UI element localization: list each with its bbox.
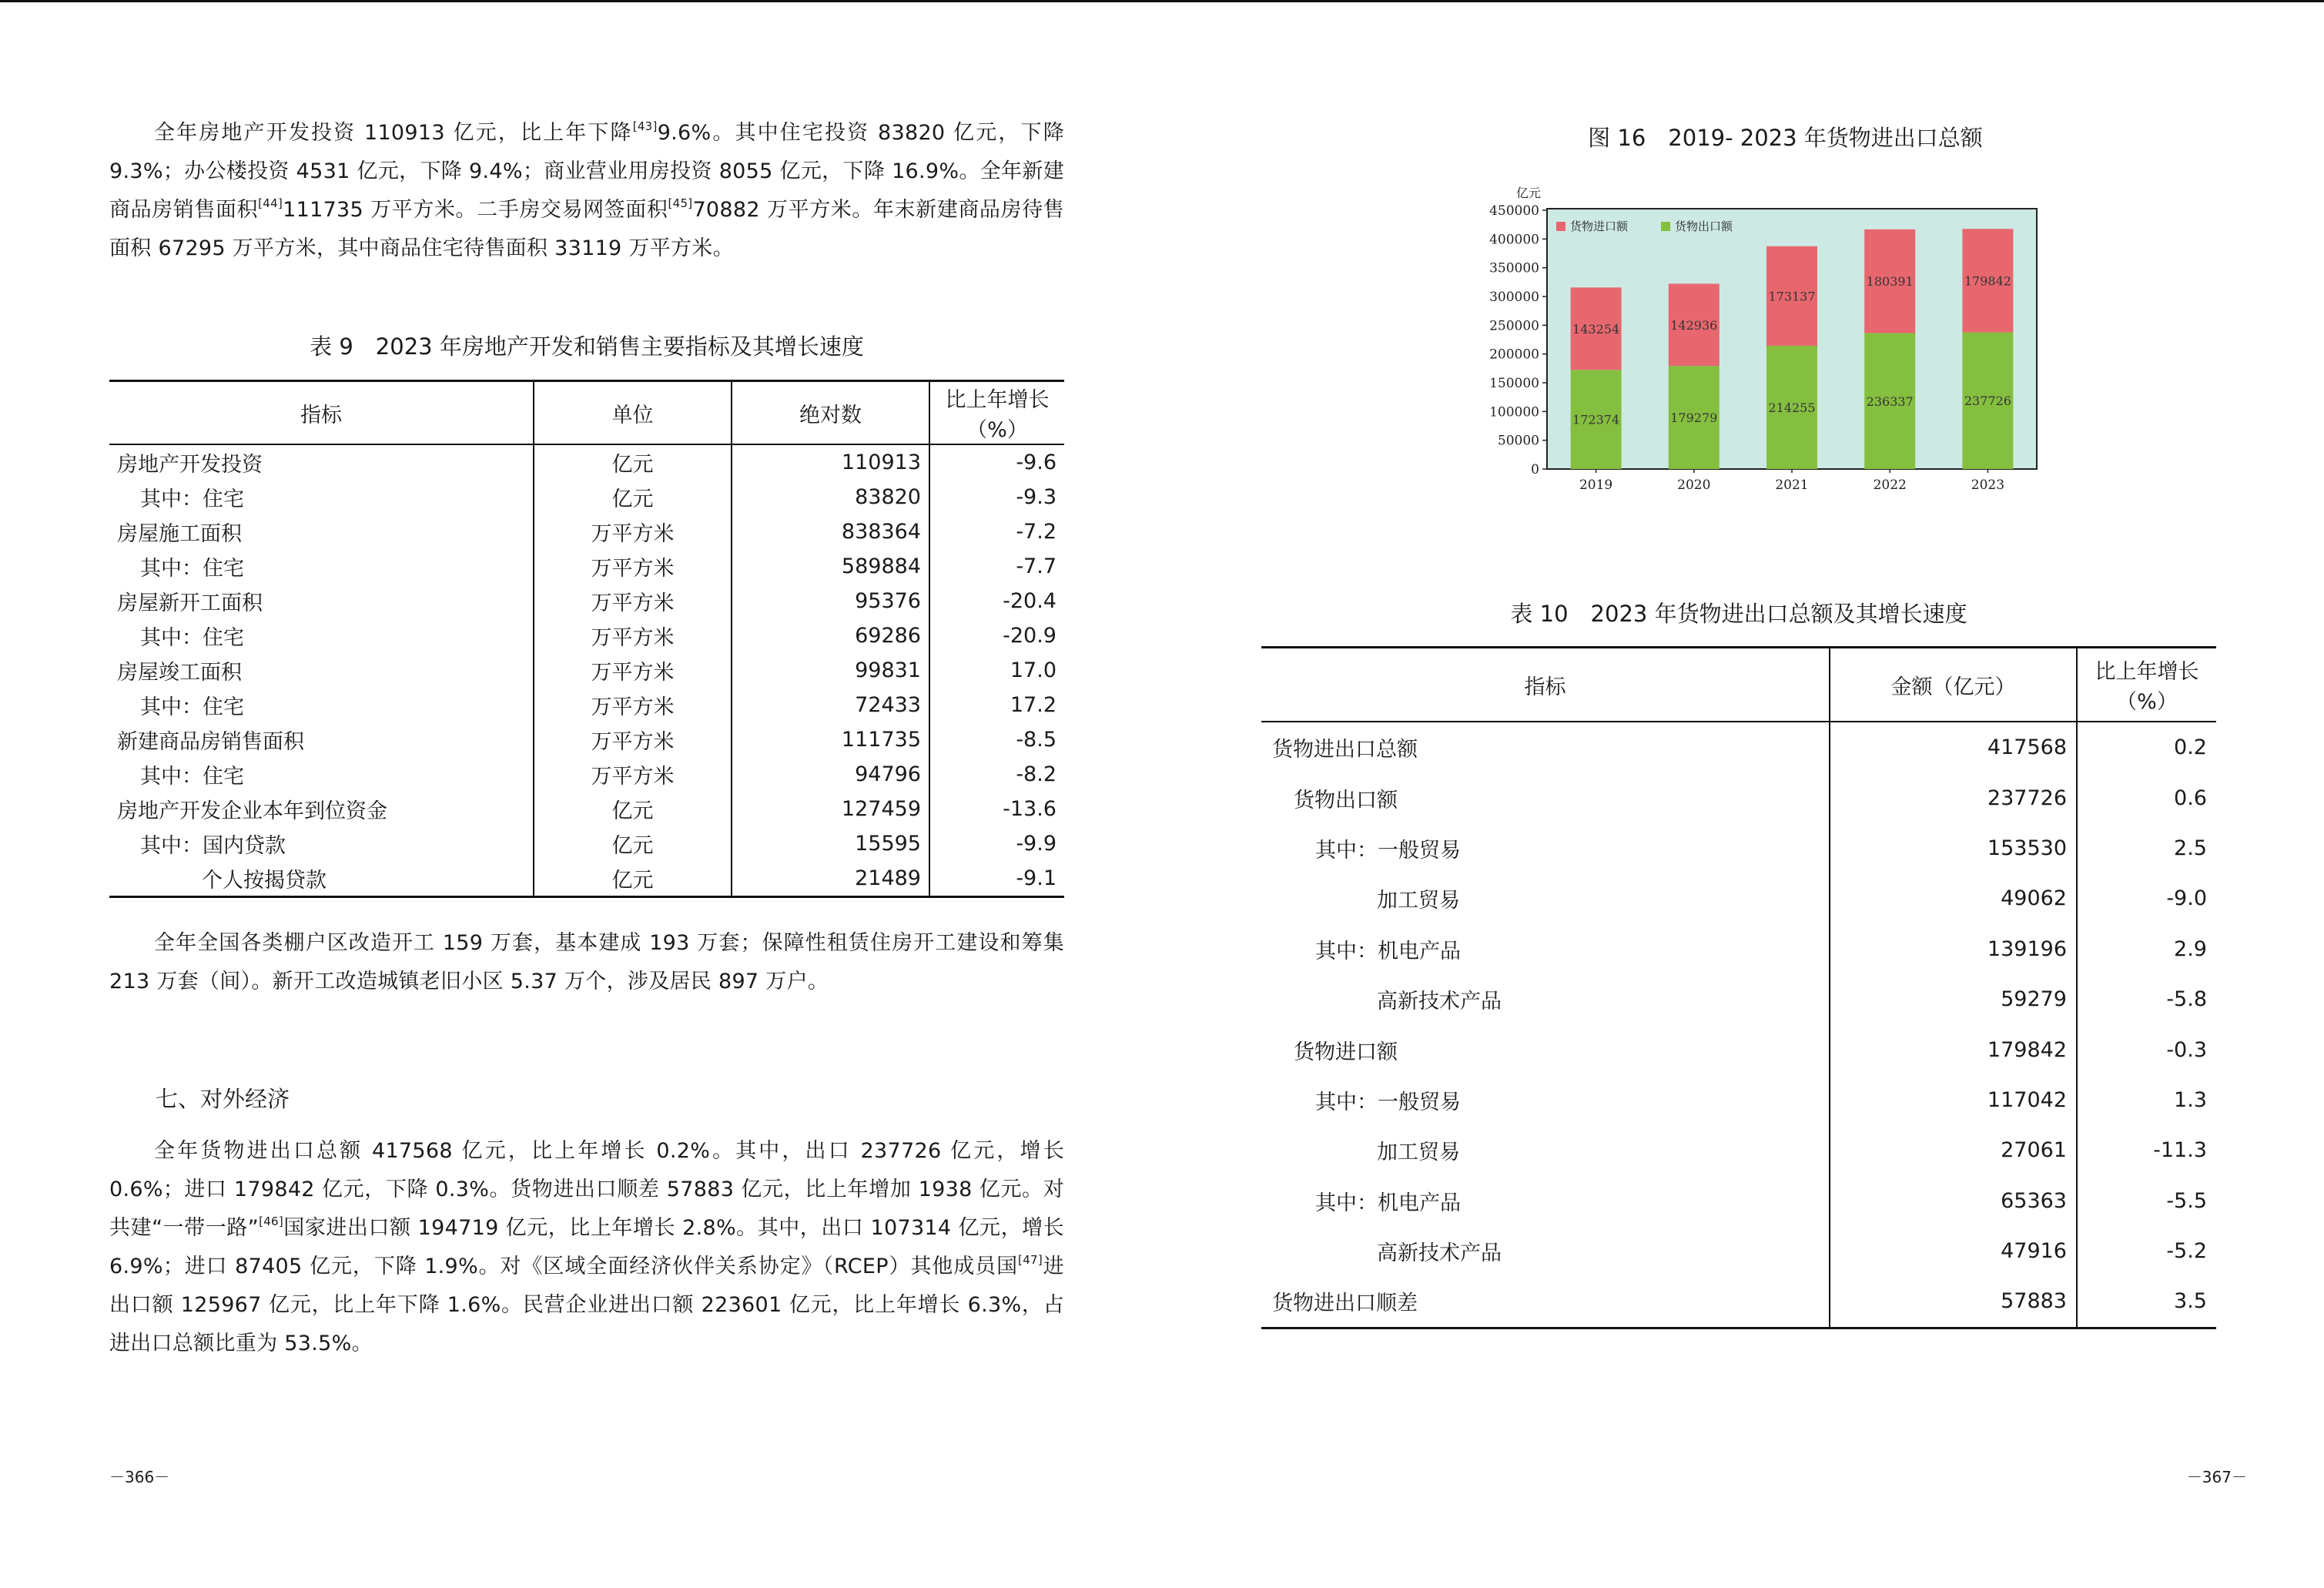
row-value: 237726: [1830, 772, 2077, 822]
table-row: [109, 861, 1064, 897]
row-growth: -9.1: [929, 861, 1064, 897]
table9: [109, 380, 1064, 898]
row-growth: 0.6: [2077, 772, 2216, 822]
row-indicator: 货物进出口顺差: [1272, 1292, 1418, 1316]
paragraph-real-estate: 全年房地产开发投资 110913 亿元，比上年下降[43]9.6%。其中住宅投资 83820 亿元，下降 9.3%；办公楼投资 4531 亿元，下降 9.4%；商业营业用房投资 8055 亿元，下降 16.9%。全年新建商品房销售面积[44]111735 万平方米。二手房交易网签面积[45]70882 万平方米。年末新建商品房待售面积 67295 万平方米，其中商品住宅待售面积 33119 万平方米。: [109, 119, 1064, 260]
data-label-export: 237726: [1964, 394, 2011, 409]
table-row: [109, 514, 1064, 549]
row-indicator: 高新技术产品: [1377, 990, 1502, 1014]
legend-label: 货物出口额: [1675, 219, 1733, 233]
row-unit: 万平方米: [534, 618, 732, 653]
row-unit: 亿元: [534, 861, 732, 897]
row-value: 417568: [1830, 722, 2077, 772]
row-value: 110913: [732, 444, 929, 480]
row-value: 117042: [1830, 1075, 2077, 1125]
row-growth: 2.9: [2077, 924, 2216, 974]
row-growth: -13.6: [929, 792, 1064, 826]
row-indicator: 高新技术产品: [1377, 1241, 1502, 1266]
row-growth: -20.4: [929, 584, 1064, 618]
table-row: [109, 792, 1064, 826]
x-tick-label: 2020: [1677, 477, 1711, 493]
y-tick-label: 50000: [1497, 433, 1539, 449]
y-tick-label: 350000: [1489, 260, 1539, 276]
data-label-export: 172374: [1572, 412, 1620, 427]
table9-body: [109, 444, 1064, 897]
row-indicator: 其中：国内贷款: [140, 834, 286, 858]
table-row: [109, 549, 1064, 584]
row-growth: 17.2: [929, 688, 1064, 722]
x-tick-label: 2023: [1971, 477, 2005, 493]
table10-body: [1261, 722, 2216, 1328]
row-unit: 万平方米: [534, 722, 732, 757]
legend-swatch: [1556, 222, 1566, 231]
paragraph-foreign-trade: 全年货物进出口总额 417568 亿元，比上年增长 0.2%。其中，出口 237726 亿元，增长 0.6%；进口 179842 亿元，下降 0.3%。货物进出口顺差 57883 亿元，比上年增加 1938 亿元。对共建“一带一路”[46]国家进出口额 194719 亿元，比上年增长 2.8%。其中，出口 107314 亿元，增长 6.9%；进口 87405 亿元，下降 1.9%。对《区域全面经济伙伴关系协定》（RCEP）其他成员国[47]进出口额 125967 亿元，比上年下降 1.6%。民营企业进出口额 223601 亿元，比上年增长 6.3%，占进出口总额比重为 53.5%。: [109, 1139, 1064, 1355]
row-value: 111735: [732, 722, 929, 757]
row-indicator: 个人按揭贷款: [202, 869, 326, 893]
row-unit: 万平方米: [534, 688, 732, 722]
row-indicator: 房屋施工面积: [117, 522, 242, 546]
row-indicator: 其中：一般贸易: [1315, 838, 1461, 863]
column-header: 指标: [109, 381, 534, 445]
y-axis-unit-label: 亿元: [1515, 186, 1541, 200]
row-value: 589884: [732, 549, 929, 584]
row-growth: -7.7: [929, 549, 1064, 584]
table-header-row: [1261, 648, 2216, 722]
row-indicator: 新建商品房销售面积: [117, 730, 304, 754]
row-value: 72433: [732, 688, 929, 722]
row-growth: 1.3: [2077, 1075, 2216, 1125]
row-indicator: 其中：一般贸易: [1315, 1090, 1461, 1114]
row-indicator: 其中：住宅: [140, 557, 244, 581]
y-tick-label: 150000: [1489, 376, 1539, 391]
row-growth: 17.0: [929, 653, 1064, 688]
row-value: 139196: [1830, 924, 2077, 974]
row-indicator: 货物进出口总额: [1272, 738, 1418, 762]
row-unit: 万平方米: [534, 584, 732, 618]
y-tick-label: 400000: [1489, 232, 1539, 248]
trade-bar-chart: [1461, 182, 2046, 498]
table-row: [1261, 722, 2216, 772]
y-tick-label: 250000: [1489, 318, 1539, 334]
right-page: [1162, 0, 2324, 1588]
table-row: [1261, 772, 2216, 822]
row-growth: -20.9: [929, 618, 1064, 653]
row-value: 838364: [732, 514, 929, 549]
table-row: [109, 688, 1064, 722]
footnote-ref[interactable]: [44]: [258, 196, 283, 210]
footnote-ref[interactable]: [46]: [259, 1214, 284, 1228]
y-tick-label: 0: [1531, 462, 1539, 477]
row-value: 49062: [1830, 873, 2077, 923]
row-unit: 亿元: [534, 444, 732, 480]
data-label-import: 143254: [1572, 321, 1620, 337]
row-value: 21489: [732, 861, 929, 897]
row-indicator: 加工贸易: [1377, 889, 1460, 913]
row-unit: 亿元: [534, 826, 732, 861]
column-header: 比上年增长（%）: [2077, 648, 2216, 722]
y-tick-label: 450000: [1489, 203, 1539, 219]
x-tick-label: 2022: [1873, 477, 1907, 493]
column-header: 金额（亿元）: [1830, 648, 2077, 722]
row-value: 27061: [1830, 1125, 2077, 1175]
row-value: 83820: [732, 480, 929, 514]
row-indicator: 房地产开发企业本年到位资金: [117, 799, 387, 823]
row-growth: -9.3: [929, 480, 1064, 514]
row-growth: -7.2: [929, 514, 1064, 549]
table-row: [1261, 873, 2216, 923]
y-tick-label: 200000: [1489, 347, 1539, 363]
table-row: [1261, 1125, 2216, 1175]
row-growth: -9.0: [2077, 873, 2216, 923]
row-indicator: 其中：住宅: [140, 626, 244, 650]
row-indicator: 货物出口额: [1294, 788, 1398, 812]
table-row: [109, 480, 1064, 514]
row-value: 57883: [1830, 1276, 2077, 1328]
table-row: [109, 584, 1064, 618]
row-indicator: 房屋新开工面积: [117, 591, 263, 615]
table-row: [109, 618, 1064, 653]
x-tick-label: 2019: [1579, 477, 1613, 493]
data-label-export: 214255: [1768, 400, 1816, 416]
row-indicator: 其中：住宅: [140, 765, 244, 789]
row-value: 65363: [1830, 1176, 2077, 1226]
row-indicator: 其中：住宅: [140, 487, 244, 511]
table-row: [109, 757, 1064, 792]
row-growth: -0.3: [2077, 1024, 2216, 1074]
table-header-row: [109, 381, 1064, 445]
row-value: 179842: [1830, 1024, 2077, 1074]
row-indicator: 其中：机电产品: [1315, 939, 1461, 963]
row-growth: 0.2: [2077, 722, 2216, 772]
row-value: 15595: [732, 826, 929, 861]
row-value: 59279: [1830, 974, 2077, 1024]
row-growth: 2.5: [2077, 823, 2216, 873]
table-row: [1261, 1176, 2216, 1226]
legend-label: 货物进口额: [1570, 219, 1629, 233]
x-tick-label: 2021: [1775, 477, 1809, 493]
data-label-import: 173137: [1768, 289, 1816, 304]
row-indicator: 其中：机电产品: [1315, 1191, 1461, 1215]
section-heading: 七、对外经济: [156, 1086, 290, 1112]
row-value: 99831: [732, 653, 929, 688]
column-header: 绝对数: [732, 381, 929, 445]
table9-caption: 表 9 2023 年房地产开发和销售主要指标及其增长速度: [310, 333, 864, 360]
page-number: －366－: [109, 1468, 170, 1486]
row-value: 94796: [732, 757, 929, 792]
row-value: 69286: [732, 618, 929, 653]
row-value: 95376: [732, 584, 929, 618]
table-row: [1261, 823, 2216, 873]
row-growth: -11.3: [2077, 1125, 2216, 1175]
row-value: 153530: [1830, 823, 2077, 873]
row-growth: -8.2: [929, 757, 1064, 792]
row-indicator: 加工贸易: [1377, 1141, 1460, 1165]
page-number: －367－: [2186, 1468, 2247, 1486]
table-row: [109, 444, 1064, 480]
table10: [1261, 646, 2216, 1329]
column-header: 比上年增长（%）: [929, 381, 1064, 445]
row-indicator: 房屋竣工面积: [117, 661, 242, 685]
row-unit: 万平方米: [534, 653, 732, 688]
row-growth: -5.8: [2077, 974, 2216, 1024]
row-indicator: 货物进口额: [1294, 1040, 1398, 1064]
row-value: 47916: [1830, 1226, 2077, 1276]
table-row: [1261, 974, 2216, 1024]
data-label-import: 142936: [1670, 317, 1718, 333]
table-row: [109, 653, 1064, 688]
legend-swatch: [1661, 222, 1670, 231]
footnote-ref[interactable]: [47]: [1018, 1253, 1043, 1267]
row-growth: -5.5: [2077, 1176, 2216, 1226]
table-row: [1261, 924, 2216, 974]
row-value: 127459: [732, 792, 929, 826]
figure16-caption: 图 16 2019- 2023 年货物进出口总额: [1588, 125, 1983, 151]
table-row: [1261, 1276, 2216, 1328]
table-row: [1261, 1024, 2216, 1074]
table-row: [109, 722, 1064, 757]
y-tick-label: 300000: [1489, 290, 1539, 305]
row-unit: 万平方米: [534, 757, 732, 792]
row-unit: 万平方米: [534, 549, 732, 584]
row-unit: 亿元: [534, 792, 732, 826]
row-growth: -8.5: [929, 722, 1064, 757]
row-growth: 3.5: [2077, 1276, 2216, 1328]
data-label-import: 180391: [1866, 274, 1914, 290]
table10-caption: 表 10 2023 年货物进出口总额及其增长速度: [1510, 601, 1967, 627]
data-label-export: 179279: [1670, 410, 1718, 426]
paragraph-housing: 全年全国各类棚户区改造开工 159 万套，基本建成 193 万套；保障性租赁住房开工建设和筹集 213 万套（间）。新开工改造城镇老旧小区 5.37 万个，涉及居民 897 万户。: [109, 931, 1064, 993]
column-header: 指标: [1261, 648, 1830, 722]
row-growth: -9.9: [929, 826, 1064, 861]
row-unit: 亿元: [534, 480, 732, 514]
y-tick-label: 100000: [1489, 404, 1539, 420]
table-row: [1261, 1226, 2216, 1276]
data-label-export: 236337: [1866, 394, 1914, 409]
footnote-ref[interactable]: [45]: [668, 196, 693, 210]
row-indicator: 房地产开发投资: [117, 453, 263, 477]
table-row: [1261, 1075, 2216, 1125]
row-growth: -5.2: [2077, 1226, 2216, 1276]
data-label-import: 179842: [1964, 273, 2011, 289]
footnote-ref[interactable]: [43]: [632, 119, 658, 133]
row-indicator: 其中：住宅: [140, 695, 244, 719]
column-header: 单位: [534, 381, 732, 445]
row-unit: 万平方米: [534, 514, 732, 549]
row-growth: -9.6: [929, 444, 1064, 480]
table-row: [109, 826, 1064, 861]
